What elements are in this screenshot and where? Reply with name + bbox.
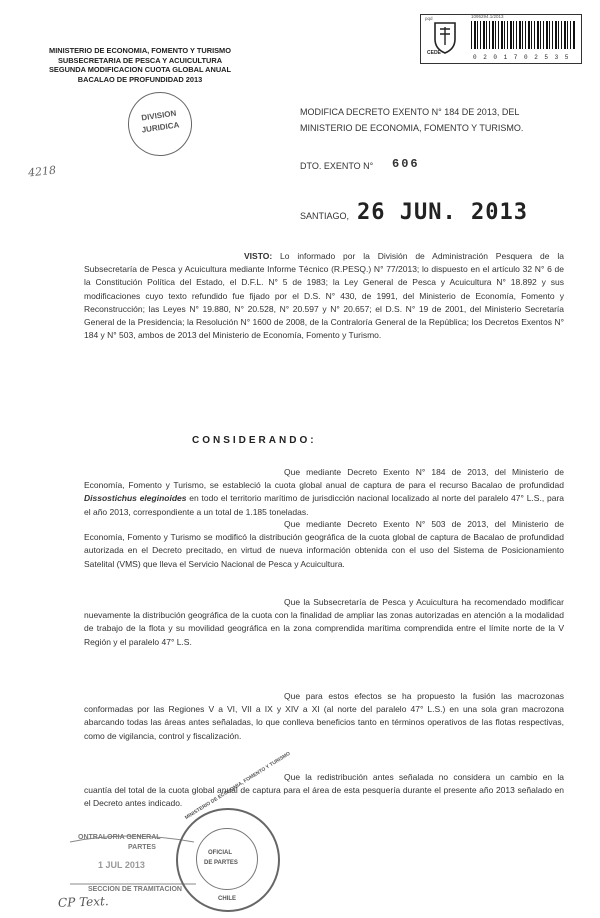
header-line-1: MINISTERIO DE ECONOMIA, FOMENTO Y TURISMO — [49, 46, 231, 55]
handwritten-reference: 4218 — [27, 163, 57, 180]
barcode-top-text: 1095294.1/2013 — [471, 14, 504, 19]
considerando-paragraph-2: Que mediante Decreto Exento N° 503 de 2013, del Ministerio de Economía, Fomento y Turismo se modificó la distribución geográfica de la cuota global de captura de Bacalao de profundidad autorizada en el Decreto precitado, en virtud de nueva información obtenida con el uso del Sistema de Posicionamiento Satelital (VMS) que lleva el Servicio Nacional de Pesca y Acuicultura. — [84, 519, 564, 569]
visto-text: Lo informado por la División de Administración Pesquera de la Subsecretaría de Pesca y Acuicultura mediante Informe Técnico (R.PESQ.) N° 77/2013; lo dispuesto en el artículo 32 N° 6 de la Constitución Política del Estado, el D.F.L. N° 5 de 1983; la Ley General de Pesca y Acuicultura N° 18.892 y sus modificaciones cuyo texto refundido fue fijado por el D.S. N° 430, de 1991, del Ministerio de Economía, Fomento y Reconstrucción; las Leyes N° 19.880, N° 20.528, N° 20.597 y N° 20.657; el D.S. N° 19 de 2001, del Ministerio Secretaría General de la Presidencia; la Resolución N° 1600 de 2008, de la Contraloría General de la República; los Decretos Exentos N° 184 y N° 503, ambos de 2013 del Ministerio de Economía, Fomento y Turismo. — [84, 251, 564, 341]
round-stamp-ring-top: MINISTERIO DE ECONOMIA, FOMENTO Y TURISMO — [184, 750, 292, 822]
p1-text-a: Que mediante Decreto Exento N° 184 de 2013, del Ministerio de Economía, Fomento y Turismo, se estableció la cuota global anual de captura de para el recurso Bacalao de profundidad — [84, 467, 564, 491]
round-stamp-center-2: DE PARTES — [204, 860, 238, 866]
crest-label: CEDE — [427, 50, 441, 56]
header-line-2: SUBSECRETARIA DE PESCA Y ACUICULTURA — [57, 55, 223, 65]
considerando-paragraph-3: Que la Subsecretaría de Pesca y Acuicultura ha recomendado modificar nuevamente la distribución geográfica de la cuota con la finalidad de ampliar las zonas autorizadas en atención a la modalidad de trabajo de la flota y su movilidad geográfica en la zona comprendida marítima comprendida entre el límite norte de la V Región y el paralelo 47° L.S. — [84, 597, 564, 647]
contraloria-line-2: PARTES — [128, 844, 156, 851]
header-line-3: SEGUNDA MODIFICACION CUOTA GLOBAL ANUAL — [48, 65, 232, 75]
contraloria-line-3: SECCION DE TRAMITACION — [88, 886, 182, 893]
document-title: MODIFICA DECRETO EXENTO N° 184 DE 2013, DEL MINISTERIO DE ECONOMIA, FOMENTO Y TURISMO. — [300, 107, 524, 133]
considerando-paragraph-1 — [84, 466, 564, 519]
considerando-heading: CONSIDERANDO: — [192, 435, 317, 446]
division-juridica-stamp — [124, 88, 196, 160]
considerando-paragraph-5: Que la redistribución antes señalada no considera un cambio en la cuantía del total de la cuota global anual de captura para el área de esta pesquería durante el presente año 2013 señalado en el Decreto antes indicado. — [84, 772, 564, 809]
stamp-line-2: JURIDICA — [141, 120, 180, 135]
contraloria-line-1: ONTRALORIA GENERAL — [78, 834, 161, 841]
species-name: Dissostichus eleginoides — [84, 493, 187, 504]
header-line-4: BACALAO DE PROFUNDIDAD 2013 — [77, 74, 203, 84]
round-stamp-center-1: OFICIAL — [208, 850, 232, 856]
barcode-number: 0 2 0 1 7 0 2 5 3 5 — [473, 54, 570, 61]
handwritten-note: CP Text. — [57, 894, 109, 910]
date-place: SANTIAGO, — [300, 211, 350, 221]
round-stamp-ring-bottom: CHILE — [218, 896, 236, 902]
stamp-line-1: DIVISION — [140, 108, 177, 123]
oficial-de-partes-stamp — [176, 750, 292, 912]
considerando-paragraph-4: Que para estos efectos se ha propuesto la fusión las macrozonas conformadas por las Regiones V a VI, VII a IX y XIV a XI (al norte del paralelo 47° L.S.) en una sola gran macrozona abarcando todas las áreas antes señaladas, lo que conlleva beneficios tanto en términos operativos de las flotas respectivas, como de vigilancia, control y fiscalización. — [84, 691, 564, 741]
barcode-side-text: pqd — [425, 16, 433, 21]
visto-label: VISTO: — [244, 251, 273, 261]
decree-label: DTO. EXENTO N° — [300, 161, 374, 171]
contraloria-date: 1 JUL 2013 — [98, 860, 145, 870]
ministry-header — [40, 46, 240, 84]
barcode-box — [420, 14, 582, 64]
decree-number: 606 — [392, 157, 420, 171]
p1-text-b: en todo el territorio marítimo de jurisdicción nacional localizado al norte del paralelo 47° L.S., para el año 2013, correspondiente a un total de 1.185 toneladas. — [84, 493, 564, 517]
round-stamp-inner — [196, 828, 258, 890]
date-stamp: 26 JUN. 2013 — [357, 200, 528, 225]
barcode-lines — [471, 21, 575, 49]
visto-paragraph — [84, 250, 564, 342]
